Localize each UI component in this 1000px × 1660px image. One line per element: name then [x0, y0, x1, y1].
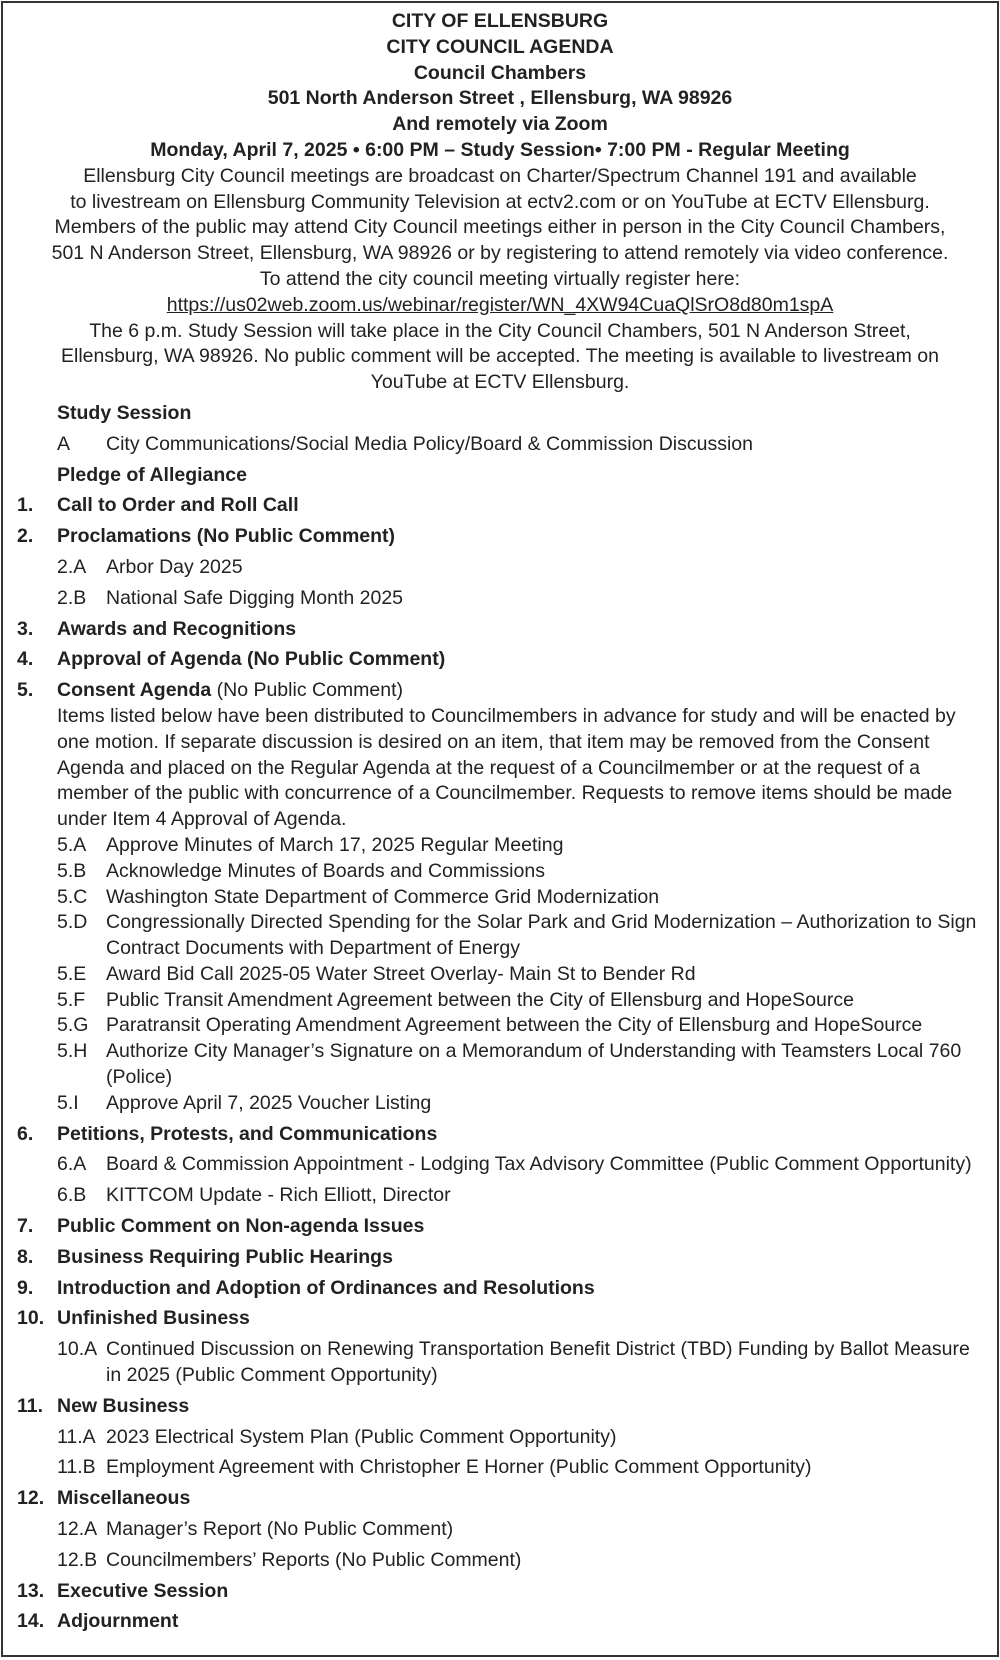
agenda-subitem-code: 12.A [57, 1518, 98, 1541]
agenda-subitem-code: 5.D [57, 911, 88, 934]
agenda-item-title: Petitions, Protests, and Communications [57, 1122, 438, 1145]
agenda-subitem-text: Award Bid Call 2025-05 Water Street Overlay- Main St to Bender Rd [106, 962, 696, 985]
agenda-item-number: 6. [17, 1122, 34, 1145]
agenda-item-title: Proclamations (No Public Comment) [57, 525, 396, 548]
agenda-item-title: Awards and Recognitions [57, 617, 297, 640]
agenda-subitem-text: Acknowledge Minutes of Boards and Commissions [106, 859, 545, 882]
agenda-subitem [17, 1152, 983, 1178]
register-text: To attend the city council meeting virtually register here: [259, 267, 741, 290]
venue-address: 501 North Anderson Street , Ellensburg, WA 98926 [267, 87, 733, 110]
agenda-subitem [17, 1013, 983, 1039]
agenda-subitem [17, 1091, 983, 1117]
agenda-item-title: Introduction and Adoption of Ordinances and Resolutions [57, 1276, 595, 1299]
agenda-document [1, 1, 999, 1657]
agenda-item-number: 11. [17, 1394, 44, 1417]
agenda-item [17, 678, 983, 833]
meeting-date-time: Monday, April 7, 2025 • 6:00 PM – Study Session• 7:00 PM - Regular Meeting [150, 138, 850, 161]
agenda-subitem [17, 555, 983, 581]
agenda-item [17, 1245, 983, 1271]
agenda-subitem-code: 5.C [57, 885, 88, 908]
agenda-item-number: 3. [17, 617, 34, 640]
agenda-item [17, 617, 983, 643]
agenda-subitem [17, 1183, 983, 1209]
agenda-item-number: 1. [17, 494, 34, 517]
agenda-list [17, 401, 983, 1635]
agenda-subitem-code: 2.A [57, 555, 87, 578]
agenda-item-title: Unfinished Business [57, 1307, 250, 1330]
agenda-subitem-text: Public Transit Amendment Agreement between the City of Ellensburg and HopeSource [106, 988, 854, 1011]
agenda-subitem-code: 11.B [57, 1456, 96, 1479]
agenda-subitem-text: Approve April 7, 2025 Voucher Listing [106, 1091, 432, 1114]
agenda-item [17, 524, 983, 550]
agenda-subitem-code: 2.B [57, 586, 87, 609]
agenda-subitem-text: Arbor Day 2025 [106, 555, 243, 578]
agenda-subitem-text: Washington State Department of Commerce Grid Modernization [106, 885, 660, 908]
agenda-subitem-code: 5.I [57, 1091, 79, 1114]
agenda-header [17, 9, 983, 396]
agenda-subitem [17, 586, 983, 612]
agenda-subitem-code: 11.A [57, 1425, 96, 1448]
agenda-item-number: 4. [17, 648, 34, 671]
agenda-item-title: Adjournment [57, 1610, 179, 1633]
agenda-subitem-code: 5.A [57, 833, 87, 856]
agenda-item-number: 10. [17, 1307, 45, 1330]
study-note-line-1: The 6 p.m. Study Session will take place in the City Council Chambers, 501 N Anderson Street, [89, 319, 911, 342]
attend-line-2: 501 N Anderson Street, Ellensburg, WA 98926 or by registering to attend remotely via video conference. [51, 242, 949, 265]
agenda-subitem-text: Councilmembers’ Reports (No Public Comment) [106, 1548, 522, 1571]
agenda-subitem-text: Manager’s Report (No Public Comment) [106, 1518, 454, 1541]
agenda-subitem [17, 1548, 983, 1574]
agenda-subitem [17, 962, 983, 988]
agenda-subitem-text: KITTCOM Update - Rich Elliott, Director [106, 1184, 451, 1207]
study-session-item: A City Communications/Social Media Policy/Board & Commission Discussion [57, 432, 753, 455]
agenda-item-title: Approval of Agenda (No Public Comment) [57, 648, 446, 671]
pledge-heading: Pledge of Allegiance [57, 463, 247, 486]
agenda-subitem-text: Approve Minutes of March 17, 2025 Regular Meeting [106, 833, 564, 856]
agenda-item [17, 1276, 983, 1302]
agenda-subitem-text: Board & Commission Appointment - Lodging Tax Advisory Committee (Public Comment Opportunity) [106, 1153, 972, 1176]
agenda-subitem-text: Congressionally Directed Spending for the Solar Park and Grid Modernization – Authorization to Sign Contract Documents with Department of Energy [106, 911, 977, 960]
agenda-item-number: 8. [17, 1245, 34, 1268]
broadcast-line-1: Ellensburg City Council meetings are broadcast on Charter/Spectrum Channel 191 and available [83, 164, 917, 187]
agenda-subitem [17, 910, 983, 962]
study-session-heading: Study Session [57, 401, 192, 424]
agenda-subitem-text: Employment Agreement with Christopher E Horner (Public Comment Opportunity) [106, 1456, 812, 1479]
remote-note: And remotely via Zoom [392, 113, 608, 136]
agenda-item-title: New Business [57, 1394, 190, 1417]
agenda-subitem [17, 988, 983, 1014]
agenda-item-number: 13. [17, 1579, 45, 1602]
agenda-item-number: 12. [17, 1487, 45, 1510]
agenda-subitem [17, 1337, 983, 1389]
agenda-item-number: 2. [17, 525, 34, 548]
agenda-item-number: 14. [17, 1610, 45, 1633]
agenda-items [17, 493, 983, 1635]
agenda-subitem [17, 885, 983, 911]
agenda-subitem [17, 1455, 983, 1481]
agenda-item [17, 1122, 983, 1148]
agenda-subitem-code: 5.G [57, 1014, 89, 1037]
agenda-item-number: 9. [17, 1276, 34, 1299]
agenda-subitem-text: Authorize City Manager’s Signature on a Memorandum of Understanding with Teamsters Local 760 (Police) [106, 1040, 962, 1089]
agenda-item [17, 647, 983, 673]
agenda-item [17, 1609, 983, 1635]
agenda-item-number: 5. [17, 679, 34, 702]
agenda-subitem-code: 5.F [57, 988, 86, 1011]
agenda-item-title: Miscellaneous [57, 1487, 191, 1510]
agenda-subitem-code: 12.B [57, 1548, 98, 1571]
agenda-subitem [17, 859, 983, 885]
agenda-subitem-code: 5.H [57, 1040, 88, 1063]
venue: Council Chambers [413, 61, 587, 84]
agenda-subitem-text: Continued Discussion on Renewing Transportation Benefit District (TBD) Funding by Ballot Measure in 2025 (Public Comment Opportunity) [106, 1338, 970, 1387]
agenda-item [17, 1306, 983, 1332]
city-name: CITY OF ELLENSBURG [391, 10, 609, 32]
agenda-subitem-text: Paratransit Operating Amendment Agreement between the City of Ellensburg and HopeSource [106, 1014, 923, 1037]
agenda-item-title: Executive Session [57, 1579, 229, 1602]
study-note-line-3: YouTube at ECTV Ellensburg. [370, 371, 630, 394]
agenda-subitem-code: 5.B [57, 859, 87, 882]
agenda-subitem-code: 6.B [57, 1184, 87, 1207]
agenda-item [17, 1486, 983, 1512]
zoom-registration-link[interactable]: https://us02web.zoom.us/webinar/register/WN_4XW94CuaQlSrO8d80m1spA [166, 293, 834, 316]
agenda-item-number: 7. [17, 1215, 34, 1238]
attend-line-1: Members of the public may attend City Council meetings either in person in the City Council Chambers, [54, 216, 946, 239]
agenda-item-title: Consent Agenda [57, 679, 212, 702]
agenda-subitem [17, 1425, 983, 1451]
consent-agenda-description: Items listed below have been distributed to Councilmembers in advance for study and will be enacted by one motion. If separate discussion is desired on an item, that item may be removed from the Consent Agenda and placed on the Regular Agenda at the request of a Councilmember or at the request of a member of the public with concurrence of a Councilmember. Requests to remove items should be made under Item 4 Approval of Agenda. [57, 704, 956, 831]
agenda-item-title-note: (No Public Comment) [211, 679, 404, 702]
agenda-subitem [17, 833, 983, 859]
agenda-item [17, 1579, 983, 1605]
agenda-subitem [17, 1517, 983, 1543]
agenda-subitem-text: 2023 Electrical System Plan (Public Comment Opportunity) [106, 1425, 617, 1448]
agenda-item [17, 493, 983, 519]
agenda-subitem-text: National Safe Digging Month 2025 [106, 586, 404, 609]
agenda-item-title: Public Comment on Non-agenda Issues [57, 1215, 425, 1238]
agenda-title: CITY COUNCIL AGENDA [386, 35, 614, 58]
agenda-item-title: Call to Order and Roll Call [57, 494, 299, 517]
broadcast-line-2: to livestream on Ellensburg Community Television at ectv2.com or on YouTube at ECTV Ellensburg. [70, 190, 930, 213]
agenda-subitem [17, 1039, 983, 1091]
study-note-line-2: Ellensburg, WA 98926. No public comment will be accepted. The meeting is available to livestream on [61, 345, 939, 368]
agenda-subitem-code: 6.A [57, 1153, 87, 1176]
agenda-subitem-code: 10.A [57, 1338, 98, 1361]
agenda-item [17, 1214, 983, 1240]
agenda-item-title: Business Requiring Public Hearings [57, 1245, 393, 1268]
agenda-item [17, 1394, 983, 1420]
agenda-subitem-code: 5.E [57, 962, 87, 985]
